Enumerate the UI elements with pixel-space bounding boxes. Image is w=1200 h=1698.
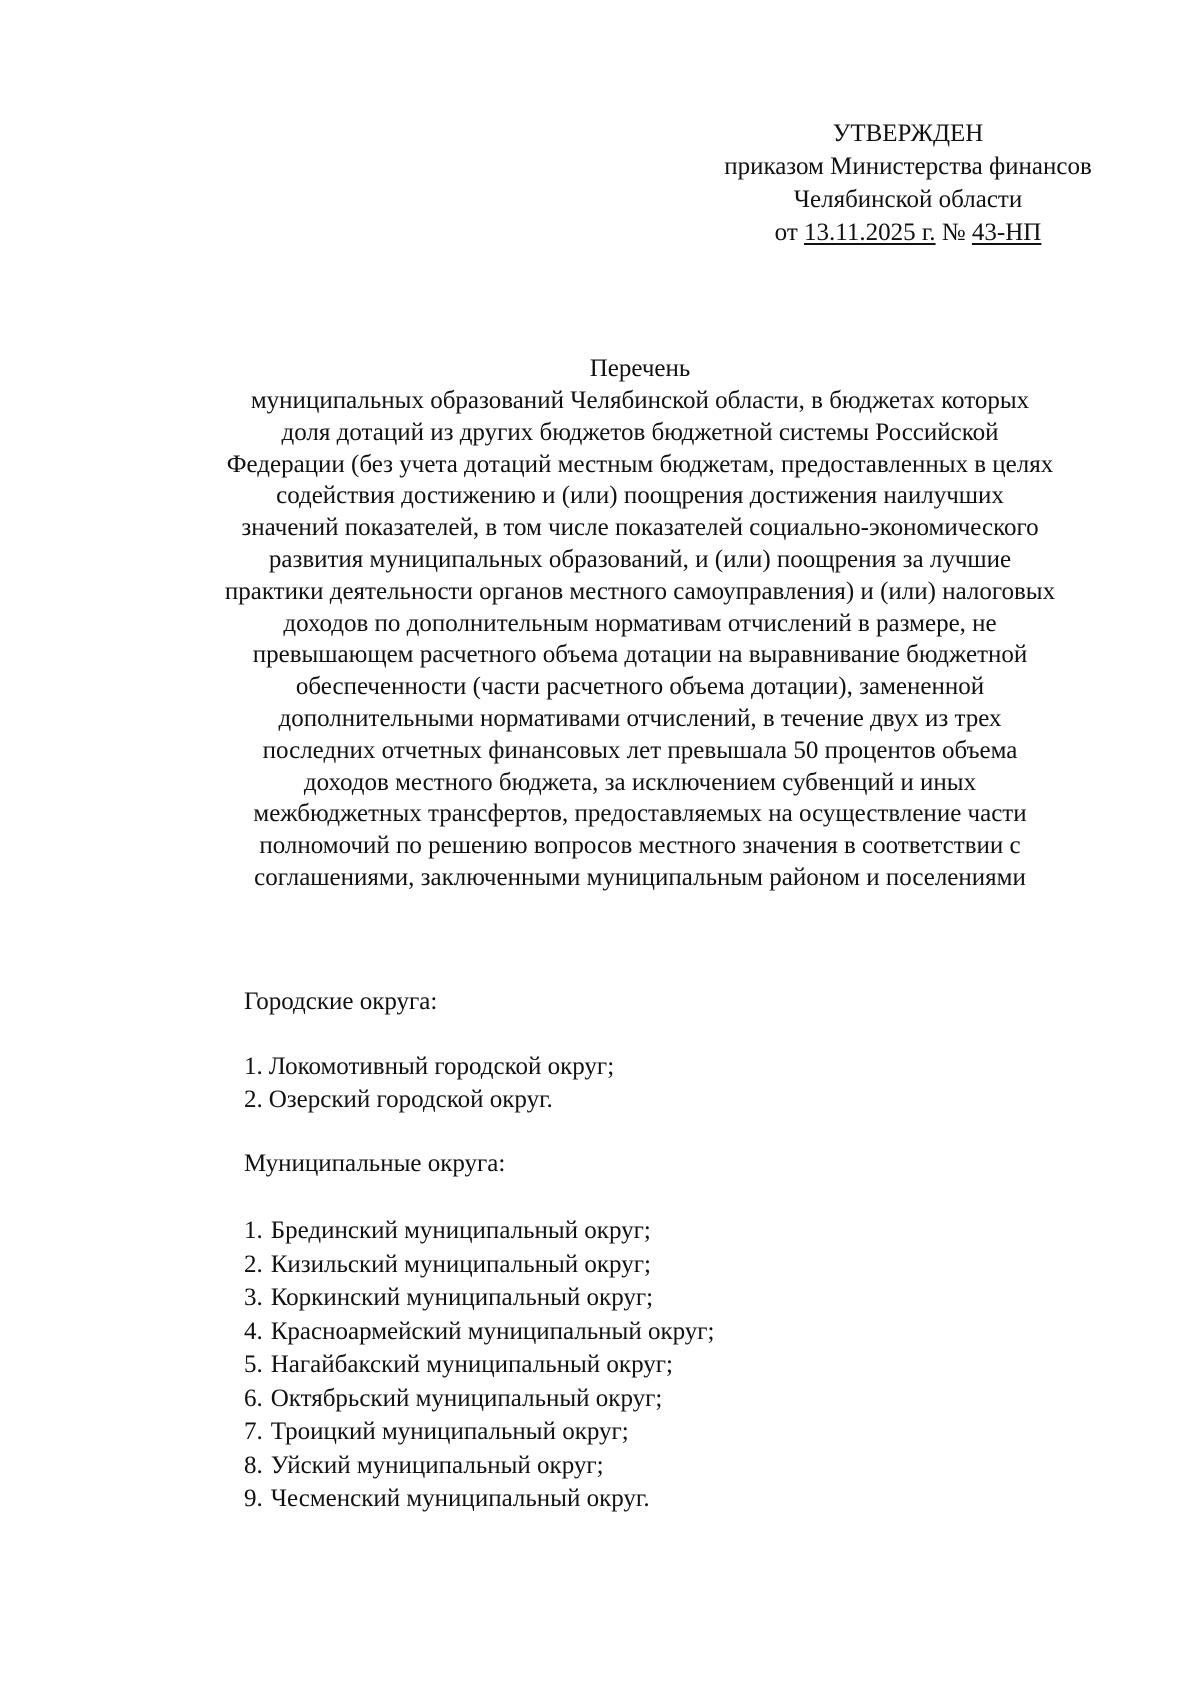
- title-line: обеспеченности (части расчетного объема дотации), замененной: [295, 673, 985, 701]
- date-prefix: от: [774, 219, 798, 246]
- document-title: [160, 352, 1120, 894]
- title-line: доходов местного бюджета, за исключением субвенций и иных: [303, 768, 977, 796]
- list-item: 7. Троицкий муниципальный округ;: [244, 1418, 629, 1445]
- title-heading: Перечень: [589, 355, 691, 382]
- title-line: развития муниципальных образований, и (или) поощрения за лучшие: [268, 545, 1012, 573]
- number-prefix: №: [941, 219, 966, 246]
- list-item: 5. Нагайбакский муниципальный округ;: [244, 1351, 673, 1378]
- list-item: 6. Октябрьский муниципальный округ;: [244, 1384, 663, 1412]
- title-line: муниципальных образований Челябинской области, в бюджетах которых: [250, 387, 1030, 414]
- approval-number: 43-НП: [971, 219, 1042, 246]
- title-body: [160, 385, 1120, 894]
- list-item: 9. Чесменский муниципальный округ.: [244, 1485, 650, 1512]
- municipal-districts-list: [244, 1214, 715, 1516]
- city-districts-section: [244, 986, 437, 1018]
- city-districts-list: [244, 1050, 614, 1116]
- title-line: доходов по дополнительным нормативам отчислений в размере, не: [283, 609, 997, 637]
- title-line: доля дотаций из других бюджетов бюджетной системы Российской: [281, 418, 999, 446]
- approval-title: УТВЕРЖДЕН: [832, 120, 984, 147]
- list-item: 2. Озерский городской округ.: [244, 1086, 553, 1113]
- city-districts-list-wrap: [244, 1050, 614, 1116]
- approval-region: Челябинской области: [793, 186, 1023, 213]
- approval-stamp: [688, 117, 1128, 249]
- title-line: содействия достижению и (или) поощрения достижения наилучших: [276, 482, 1004, 510]
- title-line: межбюджетных трансфертов, предоставляемых на осуществление части: [253, 800, 1027, 828]
- municipal-districts-list-wrap: [244, 1214, 715, 1516]
- title-line: соглашениями, заключенными муниципальным районом и поселениями: [254, 863, 1026, 891]
- title-line: превышающем расчетного объема дотации на выравнивание бюджетной: [252, 641, 1028, 669]
- title-line: практики деятельности органов местного самоуправления) и (или) налоговых: [224, 577, 1056, 605]
- list-item: 8. Уйский муниципальный округ;: [244, 1451, 604, 1479]
- title-line: Федерации (без учета дотаций местным бюджетам, предоставленных в целях: [226, 450, 1054, 478]
- title-line: последних отчетных финансовых лет превышала 50 процентов объема: [262, 736, 1018, 764]
- list-item: 2. Кизильский муниципальный округ;: [244, 1250, 651, 1278]
- list-item: 1. Локомотивный городской округ;: [244, 1053, 615, 1080]
- approval-authority: приказом Министерства финансов: [724, 153, 1092, 180]
- list-item: 1. Брединский муниципальный округ;: [244, 1217, 651, 1244]
- title-line: дополнительными нормативами отчислений, в течение двух из трех: [278, 704, 1002, 732]
- title-line: полномочий по решению вопросов местного значения в соответствии с: [259, 832, 1021, 860]
- list-item: 3. Коркинский муниципальный округ;: [244, 1284, 654, 1311]
- municipal-districts-section: [244, 1148, 505, 1180]
- approval-date: 13.11.2025 г.: [804, 219, 936, 246]
- city-districts-title: Городские округа:: [244, 988, 438, 1015]
- municipal-districts-title: Муниципальные округа:: [244, 1150, 506, 1177]
- list-item: 4. Красноармейский муниципальный округ;: [244, 1317, 715, 1345]
- approval-date-number: [688, 216, 1128, 249]
- title-line: значений показателей, в том числе показателей социально-экономического: [241, 514, 1039, 542]
